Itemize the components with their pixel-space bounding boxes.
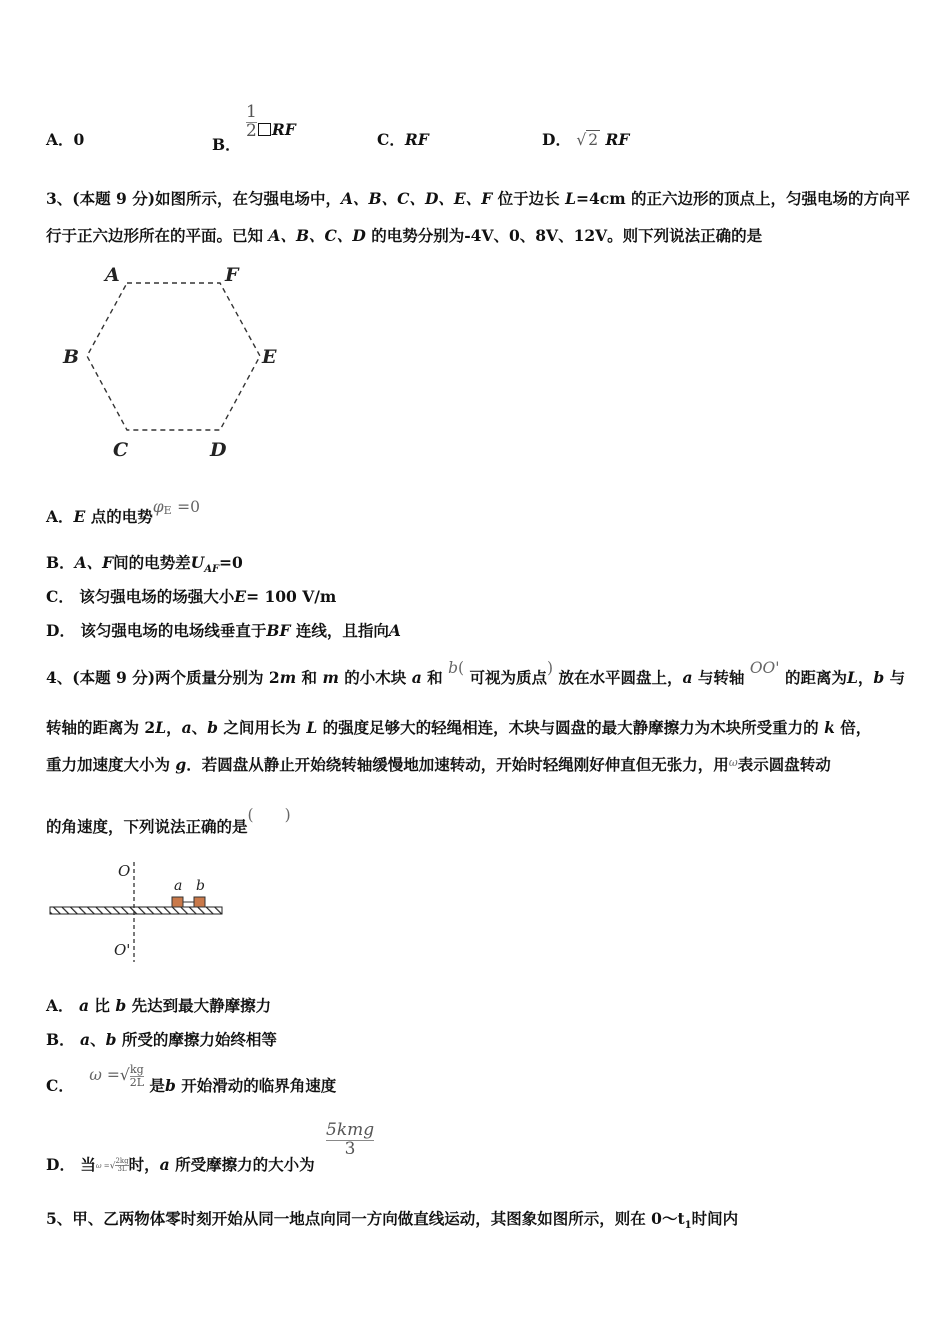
q4-stem-line4: 的角速度，下列说法正确的是( ) (46, 806, 291, 836)
vertex-c: C (113, 439, 129, 461)
fraction-5kmg-over-3: $\frac{\text{5kmg}}{3}$ (326, 1120, 375, 1159)
q4-stem-line3: 重力加速度大小为 g．若圆盘从静止开始绕转轴缓慢地加速转动，开始时轻绳刚好伸直但无张力，用$^\omega$表示圆盘转动 (46, 755, 831, 774)
disk-surface (50, 907, 222, 914)
vertex-e: E (262, 346, 277, 368)
q2-option-b: B． $\frac{1}{2}$ RF (212, 102, 296, 155)
vertex-f: F (225, 264, 239, 286)
q3-option-c: C． 该匀强电场的场强大小E= 100 V/m (46, 587, 337, 606)
label-o-prime: O' (114, 941, 131, 959)
q5-stem: 5、甲、乙两物体零时刻开始从同一地点向同一方向做直线运动，其图象如图所示，则在 $0\sim t_1$时间内 (46, 1209, 739, 1232)
block-b (194, 897, 205, 907)
label-b: b (196, 878, 205, 894)
vertex-a: A (105, 264, 120, 286)
q4-option-d: D． 当$_{\omega =}√\frac{2kg}{3L}$时，a 所受摩擦力的大小为 $\frac{\text{5kmg}}{3}$ (46, 1120, 375, 1175)
q3-option-b: B．A、F间的电势差$U_{AF}=0$ (46, 553, 243, 576)
q2-option-d: D． √ 2 RF (542, 130, 630, 149)
q4-stem-line2: 转轴的距离为 2L，a、b 之间用长为 L 的强度足够大的轻绳相连，木块与圆盘的最大静摩擦力为木块所受重力的 k 倍， (46, 718, 872, 737)
hexagon-diagram (55, 258, 295, 468)
q4-stem-line1: 4、(本题 9 分)两个质量分别为 2m 和 m 的小木块 a 和 b( 可视为质点) 放在水平圆盘上，a 与转轴 OO' 的距离为L，b 与 (46, 659, 906, 687)
q2-option-c: C．RF (377, 130, 429, 149)
q4-option-c: C． $\omega =√\frac{kg}{2L}$ 是b 开始滑动的临界角速度 (46, 1062, 337, 1095)
fraction-one-half: $\frac{1}{2}$ (246, 102, 257, 141)
block-a (172, 897, 183, 907)
box-glyph-icon (258, 123, 271, 136)
q4-option-a: A． a 比 b 先达到最大静摩擦力 (46, 996, 272, 1015)
q4-option-b: B． a、b 所受的摩擦力始终相等 (46, 1030, 277, 1049)
label-a: a (174, 878, 183, 894)
q3-option-a: A．E 点的电势$\varphi_E =0$ (46, 498, 200, 526)
label-o: O (118, 862, 131, 880)
q2-option-a: A．0 (46, 130, 85, 149)
q3-option-d: D． 该匀强电场的电场线垂直于BF 连线，且指向A (46, 621, 401, 640)
sqrt-two: √ 2 (576, 131, 599, 149)
hexagon-shape (87, 283, 260, 430)
q3-stem-line1: 3、(本题 9 分)如图所示，在匀强电场中，A、B、C、D、E、F 位于边长 L=4cm 的正六边形的顶点上，匀强电场的方向平 (46, 189, 911, 208)
vertex-b: B (63, 346, 80, 368)
vertex-d: D (210, 439, 227, 461)
q3-stem-line2: 行于正六边形所在的平面。已知 A、B、C、D 的电势分别为-4V、0、8V、12V。则下列说法正确的是 (46, 226, 763, 245)
rotating-disk-diagram (46, 858, 231, 968)
